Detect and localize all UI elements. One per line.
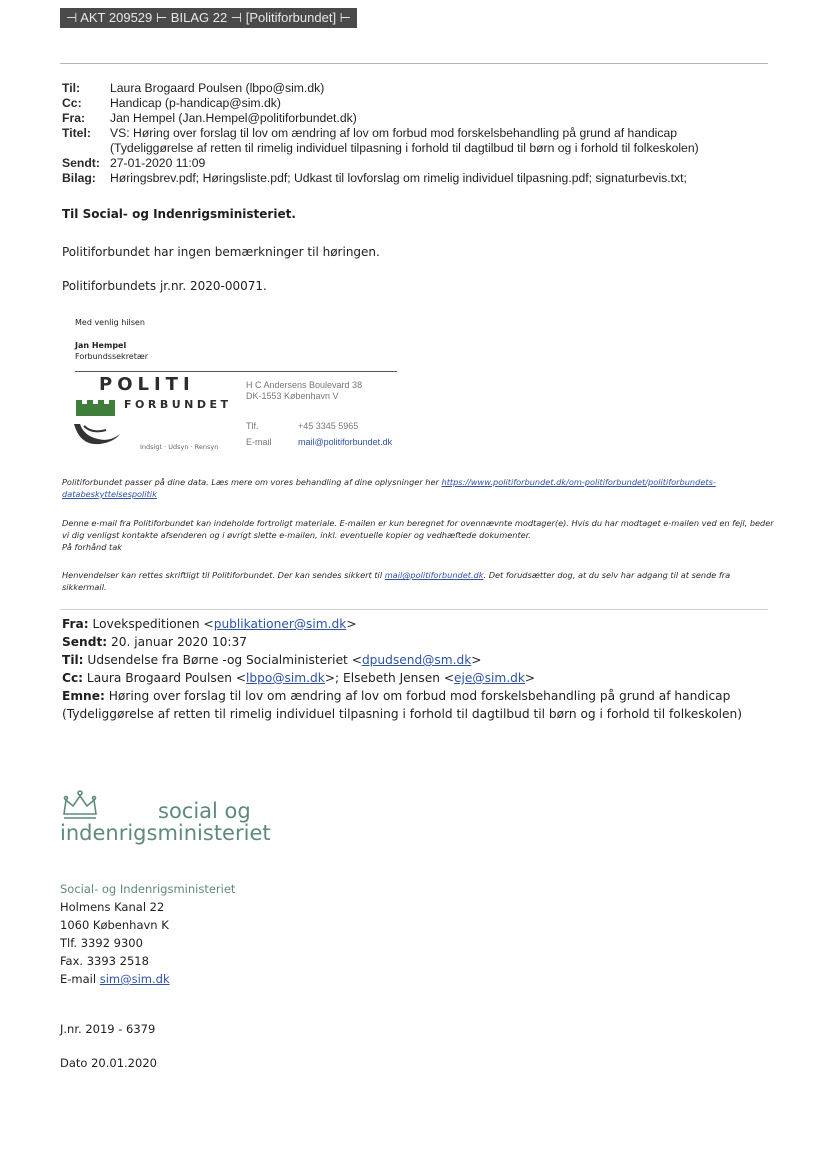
signature-title: Forbundssekretær: [75, 352, 149, 361]
politiforbundet-logo-icon: [70, 394, 126, 450]
ministry-logo-line1: social og: [158, 799, 251, 823]
forwarded-sent-value: 20. januar 2020 10:37: [111, 635, 247, 649]
signature-email-link[interactable]: mail@politiforbundet.dk: [298, 437, 393, 447]
forwarded-subject-label: Emne:: [62, 689, 105, 703]
politi-logo-word: POLITI: [99, 374, 195, 395]
body-reference: Politiforbundets jr.nr. 2020-00071.: [62, 279, 267, 293]
email-from-row: [62, 111, 357, 126]
forwarded-to-email[interactable]: dpudsend@sm.dk: [361, 653, 472, 667]
ministry-fax: Fax. 3393 2518: [60, 954, 149, 968]
forwarded-cc-email1[interactable]: lbpo@sim.dk: [246, 671, 325, 685]
forward-divider: [60, 609, 768, 610]
email-sent-row: [62, 156, 205, 171]
ministry-jnr: J.nr. 2019 - 6379: [60, 1022, 156, 1036]
inquiry-email-link[interactable]: mail@politiforbundet.dk: [384, 570, 484, 580]
ministry-name: Social- og Indenrigsministeriet: [60, 882, 236, 896]
forwarded-cc-email2[interactable]: eje@sim.dk: [454, 671, 525, 685]
ministry-logo-line2: indenrigsministeriet: [60, 821, 271, 845]
forwarded-from-end: >: [346, 617, 357, 631]
body-paragraph: Politiforbundet har ingen bemærkninger til høringen.: [62, 245, 380, 259]
phone-label: Tlf.: [246, 421, 259, 431]
email-subject-row: [62, 126, 677, 141]
forwarded-to-row: [62, 651, 481, 669]
forwarded-from-name: Lovekspeditionen <: [92, 617, 214, 631]
signature-greeting: Med venlig hilsen: [75, 318, 145, 327]
phone-value: +45 3345 5965: [298, 421, 359, 431]
email-subject-label: Titel:: [62, 126, 91, 140]
forwarded-to-end: >: [471, 653, 482, 667]
forwarded-subject-line1: Høring over forslag til lov om ændring af lov om forbud mod forskelsbehandling på grund af handicap: [108, 689, 731, 703]
email-to-row: [62, 81, 324, 96]
data-protection-link[interactable]: https://www.politiforbundet.dk/om-politiforbundet/politiforbundets-databeskyttelsespolitik: [62, 477, 716, 499]
confidentiality-notice: Denne e-mail fra Politiforbundet kan indeholde fortroligt materiale. E-mailen er kun beregnet for ovennævnte modtager(e). Hvis du har modtaget e-mailen ved en fejl, beder vi dig venligst kontakte afsenderen og i øvrigt slette e-mailen, inkl. eventuelle kopier og vedhæftede dokumenter.: [62, 518, 774, 540]
signature-name: Jan Hempel: [75, 341, 127, 350]
forwarded-sent-label: Sendt:: [62, 635, 108, 649]
forwarded-from-label: Fra:: [62, 617, 89, 631]
forwarded-cc-end: >: [524, 671, 536, 685]
inquiry-text: Henvendelser kan rettes skriftligt til Politiforbundet. Der kan sendes sikkert til: [62, 570, 385, 580]
document-stamp: ⊣ AKT 209529 ⊢ BILAG 22 ⊣ [Politiforbundet] ⊢: [60, 8, 357, 28]
forwarded-cc-name1: Laura Brogaard Poulsen <: [86, 671, 247, 685]
ministry-phone: Tlf. 3392 9300: [60, 936, 143, 950]
forwarded-subject-row: [62, 687, 730, 705]
email-label: E-mail: [246, 437, 272, 447]
thanks-note: På forhånd tak: [62, 542, 122, 552]
email-attachments-label: Bilag:: [62, 171, 96, 185]
inquiry-notice: [62, 569, 774, 593]
email-to-value[interactable]: Laura Brogaard Poulsen (lbpo@sim.dk): [110, 81, 325, 95]
email-cc-value[interactable]: Handicap (p-handicap@sim.dk): [110, 96, 281, 110]
email-subject-line1: VS: Høring over forslag til lov om ændring af lov om forbud mod forskelsbehandling på grund af handicap: [110, 126, 678, 140]
forwarded-to-name: Udsendelse fra Børne -og Socialministeriet <: [87, 653, 362, 667]
email-sent-label: Sendt:: [62, 156, 100, 170]
forwarded-to-label: Til:: [62, 653, 84, 667]
signature-divider: [75, 371, 397, 372]
signature-address-line2: DK-1553 København V: [246, 391, 339, 401]
ministry-street: Holmens Kanal 22: [60, 900, 165, 914]
crown-icon: [58, 788, 102, 822]
email-cc-label: Cc:: [62, 96, 82, 110]
email-from-value[interactable]: Jan Hempel (Jan.Hempel@politiforbundet.dk): [110, 111, 357, 125]
email-cc-row: [62, 96, 281, 111]
email-from-label: Fra:: [62, 111, 86, 125]
signature-address-line1: H C Andersens Boulevard 38: [246, 380, 363, 390]
forwarded-from-email[interactable]: publikationer@sim.dk: [213, 617, 347, 631]
email-sent-value: 27-01-2020 11:09: [110, 156, 206, 170]
data-protection-notice: [62, 476, 774, 500]
ministry-email-link[interactable]: sim@sim.dk: [99, 972, 170, 986]
forwarded-from-row: [62, 615, 357, 633]
forwarded-sent-row: [62, 633, 247, 651]
logo-tagline: Indsigt · Udsyn · Rensyn: [140, 443, 219, 451]
ministry-date: Dato 20.01.2020: [60, 1056, 157, 1070]
ministry-email-row: [60, 970, 170, 989]
forwarded-cc-label: Cc:: [62, 671, 84, 685]
ministry-city: 1060 København K: [60, 918, 169, 932]
inquiry-text-2: . Det forudsætter dog, at du selv har adgang til at sende fra sikkermail.: [62, 570, 731, 592]
email-subject-line2: (Tydeliggørelse af retten til rimelig individuel tilpasning i forhold til dagtilbud til børn og i forhold til folkeskolen): [110, 141, 699, 155]
email-to-label: Til:: [62, 81, 81, 95]
forwarded-subject-line2: (Tydeliggørelse af retten til rimelig individuel tilpasning i forhold til dagtilbud til børn og i forhold til folkeskolen): [62, 707, 742, 721]
ministry-email-label: E-mail: [60, 972, 100, 986]
forbundet-logo-word: FORBUNDET: [124, 398, 232, 411]
email-attachments-value[interactable]: Høringsbrev.pdf; Høringsliste.pdf; Udkast til lovforslag om rimelig individuel tilpasning.pdf; signaturbevis.txt;: [110, 171, 687, 185]
forwarded-cc-mid: >; Elsebeth Jensen <: [324, 671, 455, 685]
email-attachments-row: [62, 171, 687, 186]
forwarded-cc-row: [62, 669, 535, 687]
top-divider: [60, 63, 768, 64]
data-protection-text: Politiforbundet passer på dine data. Læs mere om vores behandling af dine oplysninger her: [62, 477, 442, 487]
salutation: Til Social- og Indenrigsministeriet.: [62, 207, 296, 221]
